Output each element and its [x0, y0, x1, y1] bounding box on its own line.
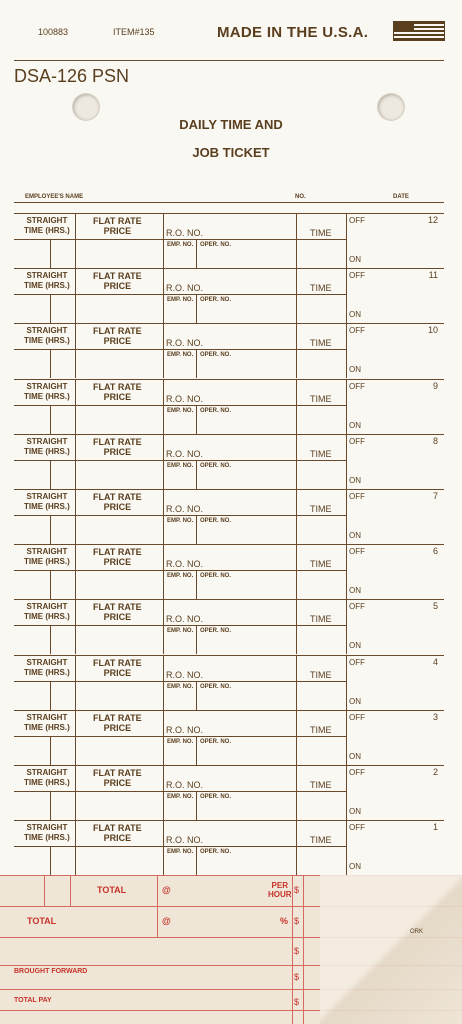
- off-label: OFF: [349, 713, 365, 722]
- flat-rate-label: FLAT RATE PRICE: [93, 658, 142, 678]
- job-row: [14, 820, 444, 875]
- job-row: [14, 434, 444, 489]
- time-label: TIME: [310, 725, 332, 735]
- off-label: OFF: [349, 658, 365, 667]
- straight-time-label: STRAIGHT TIME (HRS.): [24, 823, 70, 842]
- row-number: 5: [432, 601, 438, 611]
- emp-no-label: EMP. NO.: [167, 242, 194, 248]
- form-code: 100883: [38, 27, 69, 37]
- on-label: ON: [349, 862, 361, 871]
- straight-time-label: STRAIGHT TIME (HRS.): [24, 713, 70, 732]
- flat-rate-label: FLAT RATE PRICE: [93, 437, 142, 457]
- flat-rate-label: FLAT RATE PRICE: [93, 271, 142, 291]
- time-label: TIME: [310, 338, 332, 348]
- row-number: 8: [432, 436, 438, 446]
- oper-no-label: OPER. NO.: [200, 408, 232, 414]
- row-number: 12: [427, 215, 438, 225]
- on-label: ON: [349, 476, 361, 485]
- title-line-2: JOB TICKET: [192, 145, 270, 160]
- ro-label: R.O. NO.: [166, 394, 204, 404]
- on-label: ON: [349, 421, 361, 430]
- emp-no-label: EMP. NO.: [167, 297, 194, 303]
- oper-no-label: OPER. NO.: [200, 518, 232, 524]
- straight-time-label: STRAIGHT TIME (HRS.): [24, 658, 70, 677]
- row-number: 4: [432, 657, 438, 667]
- flat-rate-label: FLAT RATE PRICE: [93, 216, 142, 236]
- dollar-3: $: [294, 946, 300, 956]
- ro-label: R.O. NO.: [166, 559, 204, 569]
- row-number: 7: [432, 491, 438, 501]
- row-number: 1: [432, 822, 438, 832]
- time-label: TIME: [310, 780, 332, 790]
- straight-time-label: STRAIGHT TIME (HRS.): [24, 271, 70, 290]
- emp-no-label: EMP. NO.: [167, 684, 194, 690]
- oper-no-label: OPER. NO.: [200, 849, 232, 855]
- no-label: NO.: [295, 194, 306, 200]
- total-2-label: TOTAL: [27, 916, 57, 926]
- flat-rate-label: FLAT RATE PRICE: [93, 602, 142, 622]
- ork-label: ORK: [410, 929, 424, 935]
- ro-label: R.O. NO.: [166, 338, 204, 348]
- dollar-2: $: [294, 916, 300, 926]
- at-symbol-2: @: [162, 916, 171, 926]
- time-label: TIME: [310, 670, 332, 680]
- time-label: TIME: [310, 614, 332, 624]
- straight-time-label: STRAIGHT TIME (HRS.): [24, 492, 70, 511]
- time-label: TIME: [310, 394, 332, 404]
- ro-label: R.O. NO.: [166, 835, 204, 845]
- on-label: ON: [349, 752, 361, 761]
- on-label: ON: [349, 310, 361, 319]
- ro-label: R.O. NO.: [166, 725, 204, 735]
- off-label: OFF: [349, 602, 365, 611]
- emp-no-label: EMP. NO.: [167, 408, 194, 414]
- dollar-4: $: [294, 972, 300, 982]
- time-label: TIME: [310, 559, 332, 569]
- oper-no-label: OPER. NO.: [200, 794, 232, 800]
- employee-name-label: EMPLOYEE'S NAME: [25, 194, 84, 200]
- job-row: [14, 323, 444, 378]
- time-label: TIME: [310, 504, 332, 514]
- ro-label: R.O. NO.: [166, 670, 204, 680]
- straight-time-label: STRAIGHT TIME (HRS.): [24, 547, 70, 566]
- us-flag-icon: [393, 21, 445, 41]
- emp-no-label: EMP. NO.: [167, 794, 194, 800]
- oper-no-label: OPER. NO.: [200, 297, 232, 303]
- flat-rate-label: FLAT RATE PRICE: [93, 823, 142, 843]
- emp-no-label: EMP. NO.: [167, 628, 194, 634]
- on-label: ON: [349, 255, 361, 264]
- job-row: [14, 213, 444, 268]
- row-number: 3: [432, 712, 438, 722]
- off-label: OFF: [349, 547, 365, 556]
- emp-no-label: EMP. NO.: [167, 352, 194, 358]
- form-id: DSA-126 PSN: [14, 66, 130, 86]
- oper-no-label: OPER. NO.: [200, 573, 232, 579]
- header-divider: [14, 60, 444, 61]
- flat-rate-label: FLAT RATE PRICE: [93, 382, 142, 402]
- ro-label: R.O. NO.: [166, 228, 204, 238]
- info-line: [14, 202, 444, 203]
- on-label: ON: [349, 531, 361, 540]
- job-row: [14, 599, 444, 654]
- total-label: TOTAL: [97, 885, 127, 895]
- date-label: DATE: [393, 194, 409, 200]
- job-row: [14, 379, 444, 434]
- emp-no-label: EMP. NO.: [167, 518, 194, 524]
- flat-rate-label: FLAT RATE PRICE: [93, 547, 142, 567]
- straight-time-label: STRAIGHT TIME (HRS.): [24, 326, 70, 345]
- job-row: [14, 268, 444, 323]
- item-number: ITEM#135: [113, 27, 155, 37]
- off-label: OFF: [349, 326, 365, 335]
- on-label: ON: [349, 807, 361, 816]
- off-label: OFF: [349, 437, 365, 446]
- job-row: [14, 655, 444, 710]
- oper-no-label: OPER. NO.: [200, 352, 232, 358]
- emp-no-label: EMP. NO.: [167, 739, 194, 745]
- percent-symbol: %: [280, 916, 289, 926]
- time-label: TIME: [310, 283, 332, 293]
- time-label: TIME: [310, 228, 332, 238]
- straight-time-label: STRAIGHT TIME (HRS.): [24, 768, 70, 787]
- straight-time-label: STRAIGHT TIME (HRS.): [24, 216, 70, 235]
- job-row: [14, 544, 444, 599]
- at-symbol: @: [162, 885, 171, 895]
- job-row: [14, 489, 444, 544]
- off-label: OFF: [349, 492, 365, 501]
- dollar-1: $: [294, 885, 300, 895]
- dollar-5: $: [294, 997, 300, 1007]
- oper-no-label: OPER. NO.: [200, 463, 232, 469]
- off-label: OFF: [349, 216, 365, 225]
- off-label: OFF: [349, 768, 365, 777]
- per-hour-label: PER HOUR: [268, 881, 292, 899]
- row-number: 11: [428, 270, 438, 280]
- oper-no-label: OPER. NO.: [200, 628, 232, 634]
- time-label: TIME: [310, 835, 332, 845]
- on-label: ON: [349, 697, 361, 706]
- job-row: [14, 765, 444, 820]
- oper-no-label: OPER. NO.: [200, 242, 232, 248]
- oper-no-label: OPER. NO.: [200, 739, 232, 745]
- oper-no-label: OPER. NO.: [200, 684, 232, 690]
- ro-label: R.O. NO.: [166, 283, 204, 293]
- on-label: ON: [349, 365, 361, 374]
- time-label: TIME: [310, 449, 332, 459]
- ro-label: R.O. NO.: [166, 504, 204, 514]
- off-label: OFF: [349, 271, 365, 280]
- made-in-usa: MADE IN THE U.S.A.: [217, 24, 369, 41]
- off-label: OFF: [349, 382, 365, 391]
- total-pay-label: TOTAL PAY: [14, 997, 52, 1004]
- straight-time-label: STRAIGHT TIME (HRS.): [24, 382, 70, 401]
- flat-rate-label: FLAT RATE PRICE: [93, 768, 142, 788]
- emp-no-label: EMP. NO.: [167, 463, 194, 469]
- flat-rate-label: FLAT RATE PRICE: [93, 492, 142, 512]
- row-number: 2: [432, 767, 438, 777]
- ro-label: R.O. NO.: [166, 780, 204, 790]
- row-number: 6: [432, 546, 438, 556]
- off-label: OFF: [349, 823, 365, 832]
- row-number: 9: [432, 381, 438, 391]
- ro-label: R.O. NO.: [166, 614, 204, 624]
- on-label: ON: [349, 586, 361, 595]
- job-row: [14, 710, 444, 765]
- ro-label: R.O. NO.: [166, 449, 204, 459]
- straight-time-label: STRAIGHT TIME (HRS.): [24, 437, 70, 456]
- emp-no-label: EMP. NO.: [167, 849, 194, 855]
- brought-forward-label: BROUGHT FORWARD: [14, 968, 88, 975]
- flat-rate-label: FLAT RATE PRICE: [93, 713, 142, 733]
- on-label: ON: [349, 641, 361, 650]
- emp-no-label: EMP. NO.: [167, 573, 194, 579]
- folded-carbon-corner: [320, 875, 462, 1024]
- straight-time-label: STRAIGHT TIME (HRS.): [24, 602, 70, 621]
- row-number: 10: [427, 325, 438, 335]
- flat-rate-label: FLAT RATE PRICE: [93, 326, 142, 346]
- title-line-1: DAILY TIME AND: [179, 117, 283, 132]
